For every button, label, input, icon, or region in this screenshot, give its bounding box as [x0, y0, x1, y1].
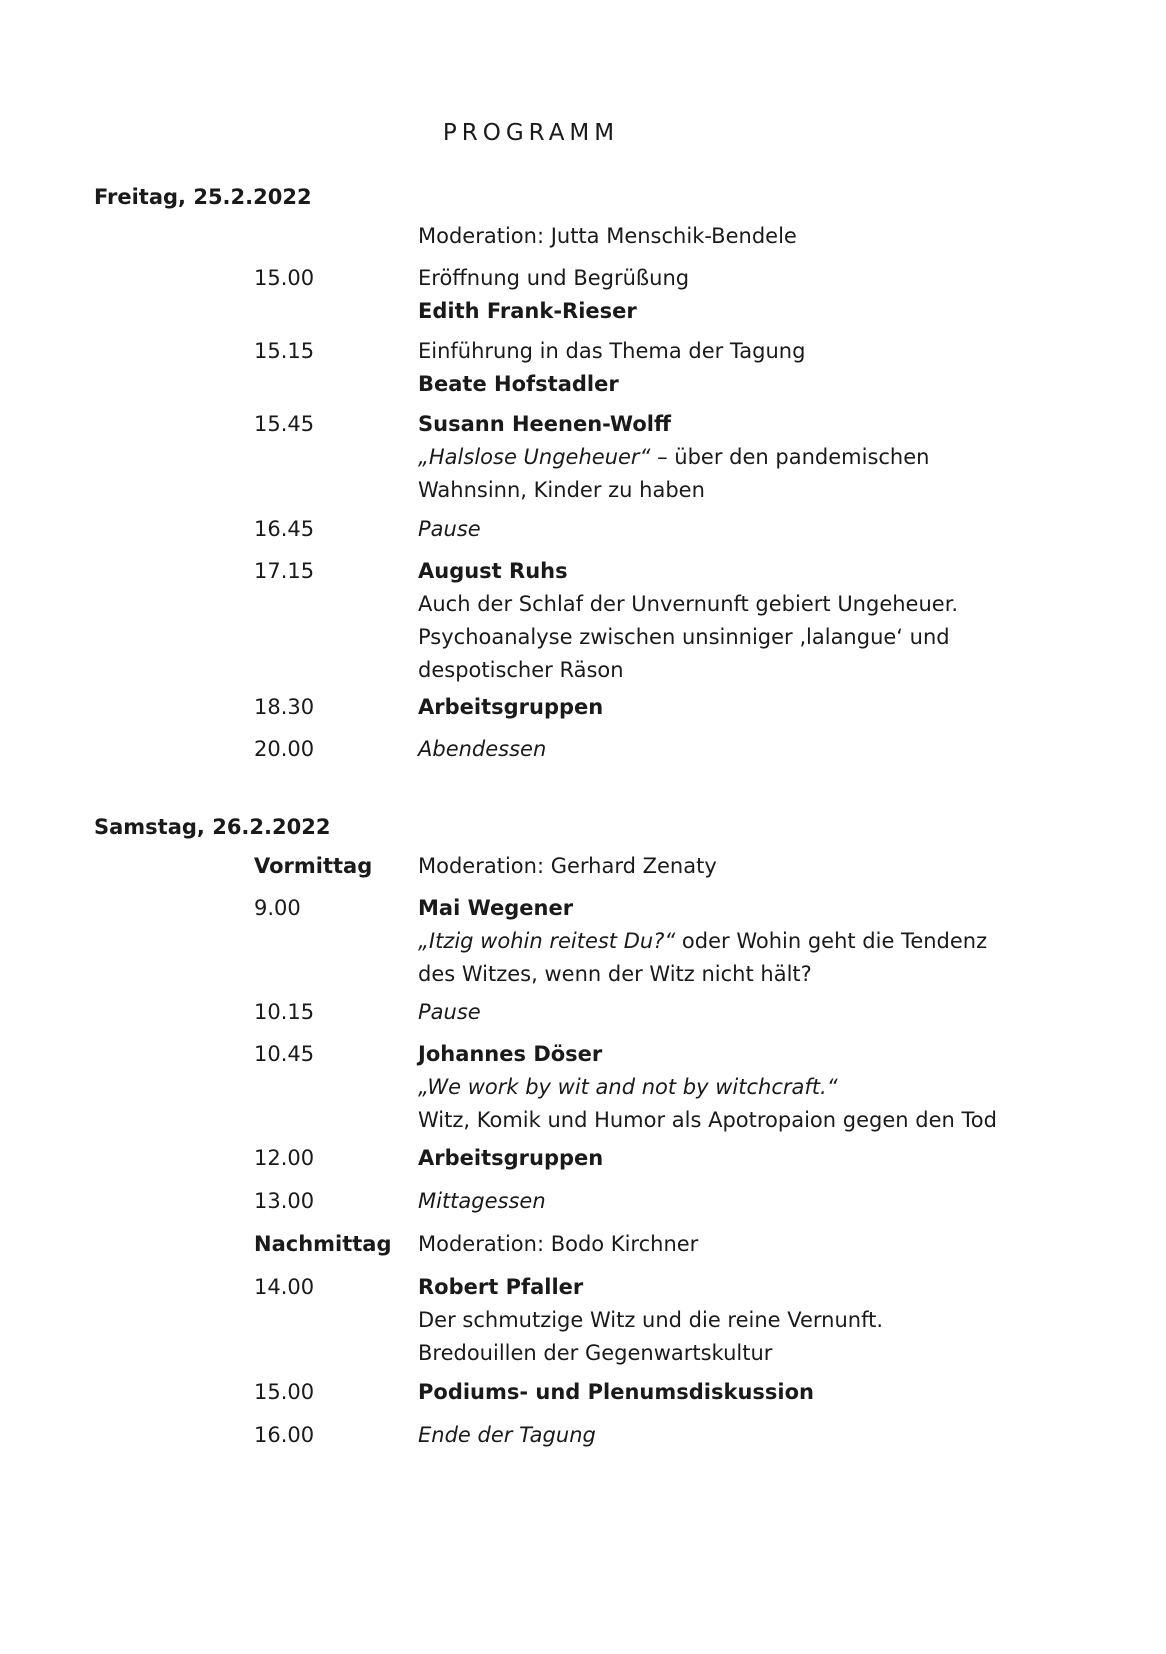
content-line: [418, 850, 1058, 883]
schedule-time: 17.15: [254, 559, 315, 583]
schedule-time: 16.00: [254, 1423, 315, 1447]
content-line: [418, 1376, 1058, 1409]
content-line: [418, 1142, 1058, 1175]
schedule-time: 16.45: [254, 517, 315, 541]
speaker-name: Podiums- und Plenumsdiskussion: [418, 1380, 814, 1404]
day-label: Freitag, 25.2.2022: [94, 185, 312, 209]
text-segment: Witz, Komik und Humor als Apotropaion gegen den Tod: [418, 1108, 997, 1132]
content-line: [418, 220, 1058, 253]
content-line: [418, 691, 1058, 724]
content-line: [418, 474, 1058, 507]
content-line: [418, 1337, 1058, 1370]
italic-text: „Itzig wohin reitest Du?“: [418, 929, 676, 953]
schedule-time: 12.00: [254, 1146, 315, 1170]
schedule-content: [418, 513, 1058, 546]
day-section: [94, 810, 1054, 1447]
schedule-time: 10.45: [254, 1042, 315, 1066]
schedule-time: 18.30: [254, 695, 315, 719]
schedule-time: 15.45: [254, 412, 315, 436]
schedule-content: [418, 555, 1058, 687]
text-segment: Einführung in das Thema der Tagung: [418, 339, 806, 363]
content-line: [418, 1228, 1058, 1261]
schedule-time: Nachmittag: [254, 1232, 392, 1256]
schedule-content: [418, 220, 1058, 253]
speaker-name: Susann Heenen-Wolff: [418, 412, 671, 436]
text-segment: – über den pandemischen: [650, 445, 930, 469]
schedule-content: [418, 691, 1058, 724]
italic-text: Pause: [418, 517, 481, 541]
schedule-content: [418, 1142, 1058, 1175]
day-section: [94, 180, 1054, 761]
content-line: [418, 621, 1058, 654]
content-line: [418, 958, 1058, 991]
speaker-name: Arbeitsgruppen: [418, 1146, 604, 1170]
text-segment: Eröffnung und Begrüßung: [418, 266, 690, 290]
content-line: [418, 441, 1058, 474]
content-line: [418, 262, 1058, 295]
schedule-content: [418, 996, 1058, 1029]
content-line: [418, 1419, 1058, 1452]
text-segment: Moderation: Gerhard Zenaty: [418, 854, 717, 878]
schedule-time: 9.00: [254, 896, 301, 920]
content-line: [418, 733, 1058, 766]
speaker-name: Arbeitsgruppen: [418, 695, 604, 719]
text-segment: Moderation: Bodo Kirchner: [418, 1232, 699, 1256]
italic-text: Mittagessen: [418, 1189, 546, 1213]
text-segment: Der schmutzige Witz und die reine Vernunft.: [418, 1308, 884, 1332]
content-line: [418, 1038, 1058, 1071]
schedule-content: [418, 892, 1058, 991]
content-line: [418, 925, 1058, 958]
schedule-content: [418, 1271, 1058, 1370]
text-segment: Moderation: Jutta Menschik-Bendele: [418, 224, 797, 248]
schedule-time: 15.15: [254, 339, 315, 363]
text-segment: des Witzes, wenn der Witz nicht hält?: [418, 962, 812, 986]
italic-text: „Halslose Ungeheuer“: [418, 445, 651, 469]
schedule-time: 13.00: [254, 1189, 315, 1213]
content-line: [418, 335, 1058, 368]
content-line: [418, 654, 1058, 687]
content-line: [418, 996, 1058, 1029]
schedule-content: [418, 850, 1058, 883]
content-line: [418, 1271, 1058, 1304]
schedule-content: [418, 408, 1058, 507]
text-segment: Psychoanalyse zwischen unsinniger ‚lalangue‘ und: [418, 625, 950, 649]
speaker-name: Johannes Döser: [418, 1042, 603, 1066]
content-line: [418, 408, 1058, 441]
content-line: [418, 1071, 1058, 1104]
italic-text: „We work by wit and not by witchcraft.“: [418, 1075, 838, 1099]
italic-text: Ende der Tagung: [418, 1423, 596, 1447]
schedule-content: [418, 335, 1058, 401]
speaker-name: Edith Frank-Rieser: [418, 299, 637, 323]
content-line: [418, 1104, 1058, 1137]
schedule-content: [418, 1419, 1058, 1452]
content-line: [418, 588, 1058, 621]
schedule-content: [418, 1376, 1058, 1409]
schedule-content: [418, 1228, 1058, 1261]
schedule-content: [418, 1038, 1058, 1137]
speaker-name: Beate Hofstadler: [418, 372, 619, 396]
text-segment: Wahnsinn, Kinder zu haben: [418, 478, 705, 502]
schedule-content: [418, 733, 1058, 766]
speaker-name: Mai Wegener: [418, 896, 574, 920]
schedule-time: Vormittag: [254, 854, 373, 878]
speaker-name: Robert Pfaller: [418, 1275, 584, 1299]
content-line: [418, 295, 1058, 328]
schedule-time: 14.00: [254, 1275, 315, 1299]
schedule-time: 15.00: [254, 1380, 315, 1404]
text-segment: Auch der Schlaf der Unvernunft gebiert Ungeheuer.: [418, 592, 959, 616]
text-segment: Bredouillen der Gegenwartskultur: [418, 1341, 773, 1365]
schedule-time: 15.00: [254, 266, 315, 290]
italic-text: Pause: [418, 1000, 481, 1024]
text-segment: oder Wohin geht die Tendenz: [675, 929, 988, 953]
italic-text: Abendessen: [418, 737, 547, 761]
schedule-content: [418, 1185, 1058, 1218]
schedule-time: 20.00: [254, 737, 315, 761]
content-line: [418, 1304, 1058, 1337]
schedule-content: [418, 262, 1058, 328]
schedule-time: 10.15: [254, 1000, 315, 1024]
content-line: [418, 555, 1058, 588]
content-line: [418, 892, 1058, 925]
content-line: [418, 513, 1058, 546]
day-label: Samstag, 26.2.2022: [94, 815, 331, 839]
speaker-name: August Ruhs: [418, 559, 568, 583]
content-line: [418, 368, 1058, 401]
content-line: [418, 1185, 1058, 1218]
page-title: PROGRAMM: [442, 120, 620, 146]
text-segment: despotischer Räson: [418, 658, 624, 682]
